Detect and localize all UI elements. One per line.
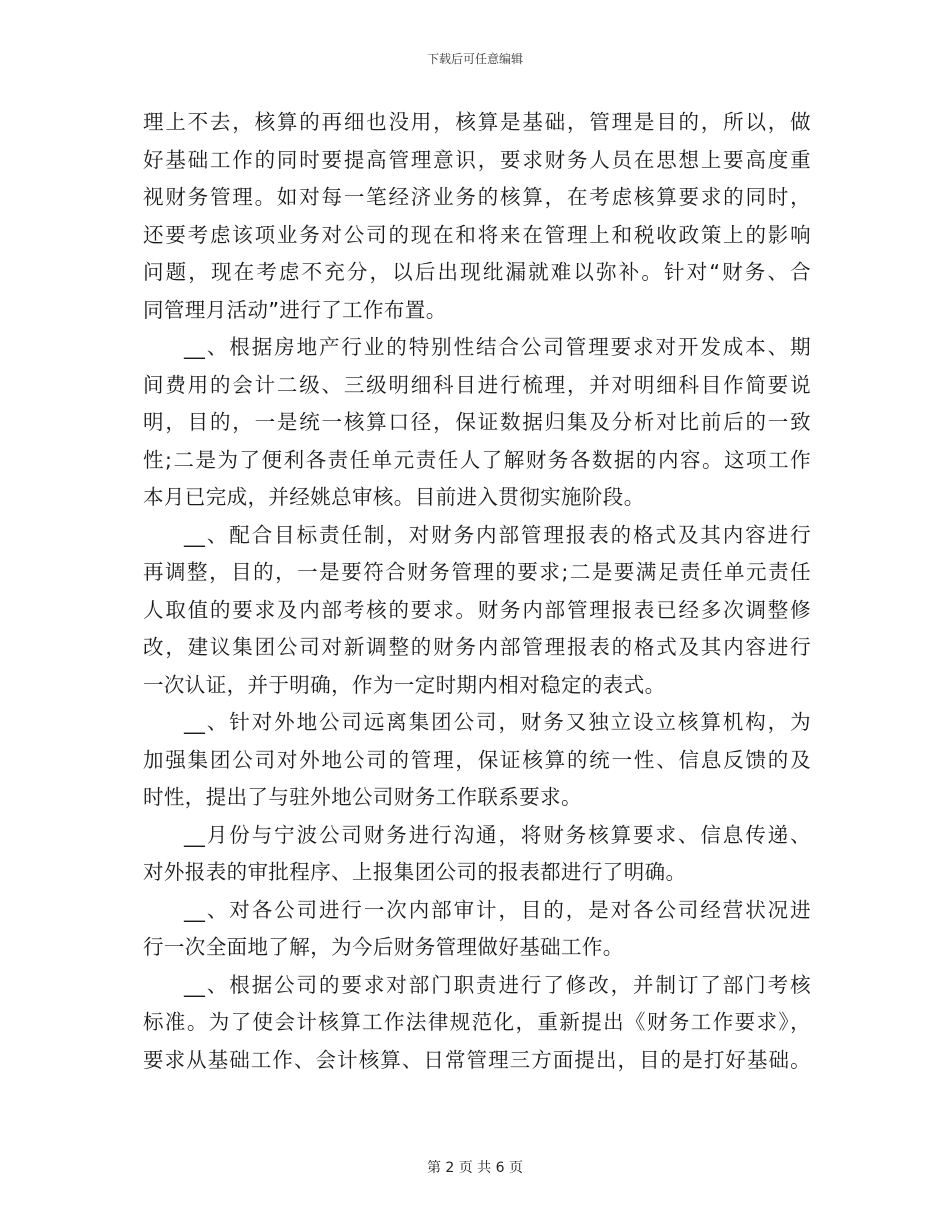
page-number-footer: 第 2 页 共 6 页 (426, 1160, 524, 1176)
text-line: 同管理月活动”进行了工作布置。 (143, 297, 447, 322)
text-line: __、根据房地产行业的特别性结合公司管理要求对开发成本、期 (184, 335, 811, 359)
text-line: 要求从基础工作、会计核算、日常管理三方面提出，目的是打好基础。 (143, 1047, 811, 1072)
paragraph (143, 329, 811, 517)
text-line: 一次认证，并于明确，作为一定时期内相对稳定的表式。 (143, 672, 666, 697)
text-line: 本月已完成，并经姚总审核。目前进入贯彻实施阶段。 (143, 485, 645, 509)
text-line: 改，建议集团公司对新调整的财务内部管理报表的格式及其内容进行 (143, 635, 811, 659)
paragraph (143, 104, 811, 329)
text-line: 再调整，目的，一是要符合财务管理的要求;二是要满足责任单元责任 (143, 560, 811, 584)
paragraph (143, 967, 811, 1080)
document-body (143, 104, 811, 1079)
paragraph (143, 817, 811, 892)
text-line: 好基础工作的同时要提高管理意识，要求财务人员在思想上要高度重 (143, 147, 811, 172)
text-line: 标准。为了使会计核算工作法律规范化，重新提出《财务工作要求》， (143, 1010, 811, 1034)
text-line: 性;二是为了便利各责任单元责任人了解财务各数据的内容。这项工作 (143, 447, 811, 472)
paragraph (143, 517, 811, 705)
text-line: __、针对外地公司远离集团公司，财务又独立设立核算机构，为 (184, 710, 811, 734)
text-line: 行一次全面地了解，为今后财务管理做好基础工作。 (143, 935, 624, 959)
text-line: 对外报表的审批程序、上报集团公司的报表都进行了明确。 (143, 860, 687, 884)
text-line: 明，目的，一是统一核算口径，保证数据归集及分析对比前后的一致 (143, 410, 811, 434)
text-line: __、配合目标责任制，对财务内部管理报表的格式及其内容进行 (184, 522, 811, 547)
text-line: __、根据公司的要求对部门职责进行了修改，并制订了部门考核 (184, 972, 811, 997)
text-line: 理上不去，核算的再细也没用，核算是基础，管理是目的，所以，做 (143, 110, 811, 134)
paragraph (143, 892, 811, 967)
text-line: 问题，现在考虑不充分，以后出现纰漏就难以弥补。针对“财务、合 (143, 260, 811, 284)
text-line: 还要考虑该项业务对公司的现在和将来在管理上和税收政策上的影响 (143, 222, 811, 247)
text-line: 视财务管理。如对每一笔经济业务的核算，在考虑核算要求的同时， (143, 185, 811, 209)
text-line: 人取值的要求及内部考核的要求。财务内部管理报表已经多次调整修 (143, 597, 811, 622)
text-line: __月份与宁波公司财务进行沟通，将财务核算要求、信息传递、 (184, 822, 811, 847)
text-line: __、对各公司进行一次内部审计，目的，是对各公司经营状况进 (184, 897, 811, 922)
paragraph (143, 704, 811, 817)
text-line: 间费用的会计二级、三级明细科目进行梳理，并对明细科目作简要说 (143, 372, 811, 397)
page-header: 下载后可任意编辑 (426, 52, 523, 66)
text-line: 加强集团公司对外地公司的管理，保证核算的统一性、信息反馈的及 (143, 747, 811, 772)
text-line: 时性，提出了与驻外地公司财务工作联系要求。 (143, 785, 582, 809)
